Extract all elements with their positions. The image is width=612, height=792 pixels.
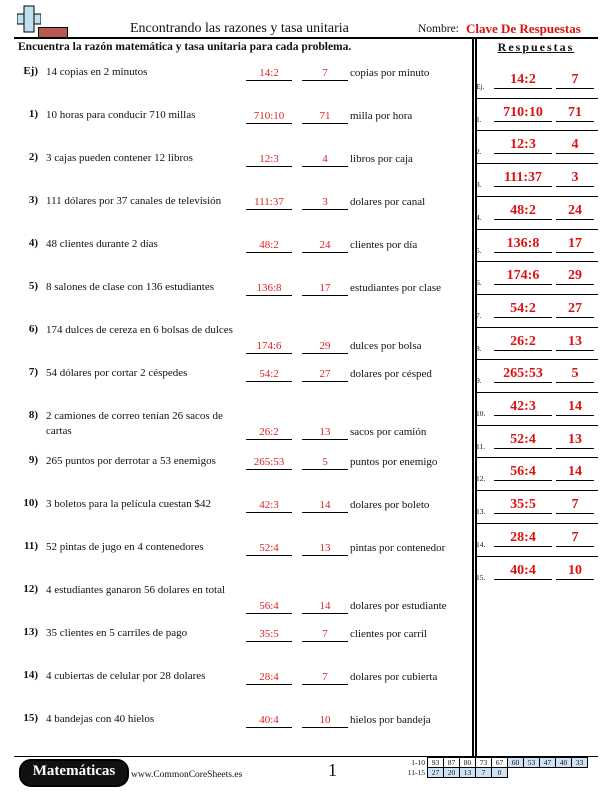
answer-number: 14.: [476, 539, 486, 549]
unit-label: puntos por enemigo: [350, 456, 438, 468]
rate-answer[interactable]: 27: [302, 368, 348, 382]
column-divider: [472, 38, 474, 756]
problem-row: [0, 280, 472, 310]
answer-number: 11.: [476, 441, 486, 451]
answer-separator: [476, 457, 598, 458]
answer-ratio: 136:8: [494, 236, 552, 253]
answer-rate: 17: [556, 236, 594, 253]
problem-text: 2 camiones de correo tenían 26 sacos de cartas: [46, 410, 223, 437]
answer-number: 3.: [476, 180, 482, 190]
ratio-answer[interactable]: 12:3: [246, 153, 292, 167]
ratio-answer[interactable]: 28:4: [246, 671, 292, 685]
problem-text: 3 cajas pueden contener 12 libros: [46, 152, 193, 164]
answer-ratio: 56:4: [494, 464, 552, 481]
problem-row: [0, 237, 472, 267]
unit-label: dolares por cubierta: [350, 671, 438, 683]
problem-text: 174 dulces de cereza en 6 bolsas de dulces: [46, 324, 233, 336]
rate-answer[interactable]: 7: [302, 67, 348, 81]
answer-rate: 7: [556, 497, 594, 514]
ratio-answer[interactable]: 26:2: [246, 426, 292, 440]
answer-ratio: 52:4: [494, 432, 552, 449]
unit-label: dolares por boleto: [350, 499, 430, 511]
problem-number: 4): [28, 237, 38, 249]
answer-ratio: 174:6: [494, 268, 552, 285]
score-cell: 73: [476, 758, 492, 768]
score-row: [397, 758, 588, 768]
name-label: Nombre:: [418, 23, 459, 35]
answer-rate: 10: [556, 563, 594, 580]
score-cell: 20: [444, 768, 460, 778]
answer-rate: 7: [556, 530, 594, 547]
rate-answer[interactable]: 3: [302, 196, 348, 210]
score-cell: 40: [556, 758, 572, 768]
problem-number: 3): [28, 194, 38, 206]
answer-separator: [476, 163, 598, 164]
ratio-answer[interactable]: 174:6: [246, 340, 292, 354]
score-cell: 67: [492, 758, 508, 768]
problem-row: [0, 108, 472, 138]
ratio-answer[interactable]: 136:8: [246, 282, 292, 296]
problem-row: [0, 454, 472, 484]
ratio-answer[interactable]: 54:2: [246, 368, 292, 382]
problem-row: [0, 151, 472, 181]
unit-label: dolares por césped: [350, 368, 432, 380]
unit-label: dulces por bolsa: [350, 340, 422, 352]
instructions: Encuentra la razón matemática y tasa unitaria para cada problema.: [18, 41, 352, 53]
problem-number: 14): [23, 669, 38, 681]
answer-separator: [476, 425, 598, 426]
answer-ratio: 35:5: [494, 497, 552, 514]
answer-rate: 14: [556, 399, 594, 416]
problem-text: 48 clientes durante 2 días: [46, 238, 158, 250]
answer-key-label: Clave De Respuestas: [466, 21, 581, 36]
answer-rate: 7: [556, 72, 594, 89]
answer-number: 13.: [476, 507, 486, 517]
problem-row: [0, 712, 472, 742]
rate-answer[interactable]: 7: [302, 671, 348, 685]
problem-row: [0, 194, 472, 224]
problem-text: 265 puntos por derrotar a 53 enemigos: [46, 455, 216, 467]
answer-number: 5.: [476, 245, 482, 255]
ratio-answer[interactable]: 40:4: [246, 714, 292, 728]
unit-label: libros por caja: [350, 153, 413, 165]
unit-label: hielos por bandeja: [350, 714, 431, 726]
answer-ratio: 40:4: [494, 563, 552, 580]
rate-answer[interactable]: 4: [302, 153, 348, 167]
score-range-label: 11-15: [407, 768, 425, 777]
problem-row: [0, 323, 472, 353]
problem-row: [0, 669, 472, 699]
page-title: Encontrando las razones y tasa unitaria: [130, 21, 349, 36]
unit-label: pintas por contenedor: [350, 542, 446, 554]
answer-rate: 29: [556, 268, 594, 285]
problem-text: 3 boletos para la película cuestan $42: [46, 498, 211, 510]
rate-answer[interactable]: 7: [302, 628, 348, 642]
answer-rate: 5: [556, 366, 594, 383]
unit-label: estudiantes por clase: [350, 282, 442, 294]
score-range-label: 1-10: [411, 758, 425, 767]
unit-label: dolares por estudiante: [350, 600, 447, 612]
answer-rate: 24: [556, 203, 594, 220]
answer-ratio: 26:2: [494, 334, 552, 351]
header-divider: [14, 37, 598, 39]
answer-separator: [476, 359, 598, 360]
problem-number: 10): [23, 497, 38, 509]
problem-text: 35 clientes en 5 carriles de pago: [46, 627, 188, 639]
unit-label: dolares por canal: [350, 196, 426, 208]
unit-label: copias por minuto: [350, 67, 430, 79]
answer-rate: 4: [556, 137, 594, 154]
subject-label: Matemáticas: [32, 763, 116, 779]
score-table: [397, 757, 588, 778]
problem-number: 11): [23, 540, 38, 552]
answer-separator: [476, 98, 598, 99]
answer-rate: 13: [556, 334, 594, 351]
score-cell: 0: [492, 768, 508, 778]
problem-row: [0, 540, 472, 570]
answer-rate: 13: [556, 432, 594, 449]
answer-ratio: 28:4: [494, 530, 552, 547]
answer-number: 15.: [476, 572, 486, 582]
rate-answer[interactable]: 5: [302, 456, 348, 470]
score-cell: 80: [460, 758, 476, 768]
problem-number: Ej): [23, 65, 38, 77]
score-cell: 60: [508, 758, 524, 768]
rate-answer[interactable]: 24: [302, 239, 348, 253]
unit-label: clientes por día: [350, 239, 418, 251]
answer-rate: 71: [556, 105, 594, 122]
answer-number: 7.: [476, 310, 482, 320]
score-cell: 27: [428, 768, 444, 778]
answer-ratio: 111:37: [494, 170, 552, 187]
subject-badge: [19, 759, 129, 787]
problem-number: 2): [28, 151, 38, 163]
problem-text: 54 dólares por cortar 2 céspedes: [46, 367, 188, 379]
problem-text: 111 dólares por 37 canales de televisión: [46, 195, 222, 207]
answer-separator: [476, 490, 598, 491]
rate-answer[interactable]: 71: [302, 110, 348, 124]
problem-number: 6): [28, 323, 38, 335]
problem-row: [0, 497, 472, 527]
answer-separator: [476, 392, 598, 393]
score-cell: 53: [524, 758, 540, 768]
rate-answer[interactable]: 17: [302, 282, 348, 296]
page-number: 1: [328, 760, 337, 780]
answer-rate: 27: [556, 301, 594, 318]
answer-number: 1.: [476, 114, 482, 124]
answer-key-row: [476, 563, 598, 593]
website-link[interactable]: www.CommonCoreSheets.es: [131, 770, 243, 780]
score-row: [397, 768, 588, 778]
answer-rate: 14: [556, 464, 594, 481]
ratio-answer[interactable]: 42:3: [246, 499, 292, 513]
problem-text: 10 horas para conducir 710 millas: [46, 109, 196, 121]
rate-answer[interactable]: 14: [302, 499, 348, 513]
answer-ratio: 12:3: [494, 137, 552, 154]
problem-row: [0, 626, 472, 656]
problem-text: 4 estudiantes ganaron 56 dolares en total: [46, 584, 226, 596]
score-cell: 7: [476, 768, 492, 778]
ratio-answer[interactable]: 56:4: [246, 600, 292, 614]
answer-ratio: 48:2: [494, 203, 552, 220]
problem-number: 1): [28, 108, 38, 120]
ratio-answer[interactable]: 265:53: [246, 456, 292, 470]
score-cell: 13: [460, 768, 476, 778]
answer-number: 8.: [476, 343, 482, 353]
score-cell: 93: [428, 758, 444, 768]
answer-number: 6.: [476, 278, 482, 288]
answer-separator: [476, 261, 598, 262]
answer-separator: [476, 196, 598, 197]
problem-row: [0, 65, 472, 95]
rate-answer[interactable]: 14: [302, 600, 348, 614]
problem-text: 14 copias en 2 minutos: [46, 66, 148, 78]
answer-number: 2.: [476, 147, 482, 157]
ratio-answer[interactable]: 111:37: [246, 196, 292, 210]
unit-label: clientes por carril: [350, 628, 427, 640]
ratio-answer[interactable]: 710:10: [246, 110, 292, 124]
problem-number: 15): [23, 712, 38, 724]
ratio-answer[interactable]: 35:5: [246, 628, 292, 642]
problem-row: [0, 409, 472, 439]
answer-ratio: 265:53: [494, 366, 552, 383]
problem-number: 13): [23, 626, 38, 638]
answer-separator: [476, 294, 598, 295]
answer-separator: [476, 523, 598, 524]
rate-answer[interactable]: 13: [302, 542, 348, 556]
answer-number: 9.: [476, 376, 482, 386]
problem-row: [0, 583, 472, 613]
score-cell: 47: [540, 758, 556, 768]
rate-answer[interactable]: 13: [302, 426, 348, 440]
answer-number: 12.: [476, 474, 486, 484]
answer-number: Ej.: [476, 82, 485, 91]
problem-number: 12): [23, 583, 38, 595]
problem-text: 4 cubiertas de celular por 28 dolares: [46, 670, 206, 682]
problem-text: 4 bandejas con 40 hielos: [46, 713, 155, 725]
problem-number: 9): [28, 454, 38, 466]
unit-label: milla por hora: [350, 110, 413, 122]
answer-ratio: 42:3: [494, 399, 552, 416]
problem-number: 8): [28, 409, 38, 421]
answer-number: 10.: [476, 409, 486, 418]
ratio-answer[interactable]: 48:2: [246, 239, 292, 253]
problem-text: 52 pintas de jugo en 4 contenedores: [46, 541, 204, 553]
rate-answer[interactable]: 10: [302, 714, 348, 728]
answer-separator: [476, 130, 598, 131]
answer-ratio: 54:2: [494, 301, 552, 318]
ratio-answer[interactable]: 52:4: [246, 542, 292, 556]
score-cell: 87: [444, 758, 460, 768]
answer-separator: [476, 229, 598, 230]
answer-rate: 3: [556, 170, 594, 187]
answer-ratio: 14:2: [494, 72, 552, 89]
answer-separator: [476, 556, 598, 557]
score-cell: 33: [572, 758, 588, 768]
answer-separator: [476, 327, 598, 328]
problem-row: [0, 366, 472, 396]
unit-label: sacos por camión: [350, 426, 427, 438]
problem-text: 8 salones de clase con 136 estudiantes: [46, 281, 215, 293]
problem-number: 7): [28, 366, 38, 378]
problem-number: 5): [28, 280, 38, 292]
rate-answer[interactable]: 29: [302, 340, 348, 354]
ratio-answer[interactable]: 14:2: [246, 67, 292, 81]
answer-ratio: 710:10: [494, 105, 552, 122]
answers-title: Respuestas: [497, 40, 575, 54]
answer-number: 4.: [476, 212, 482, 222]
